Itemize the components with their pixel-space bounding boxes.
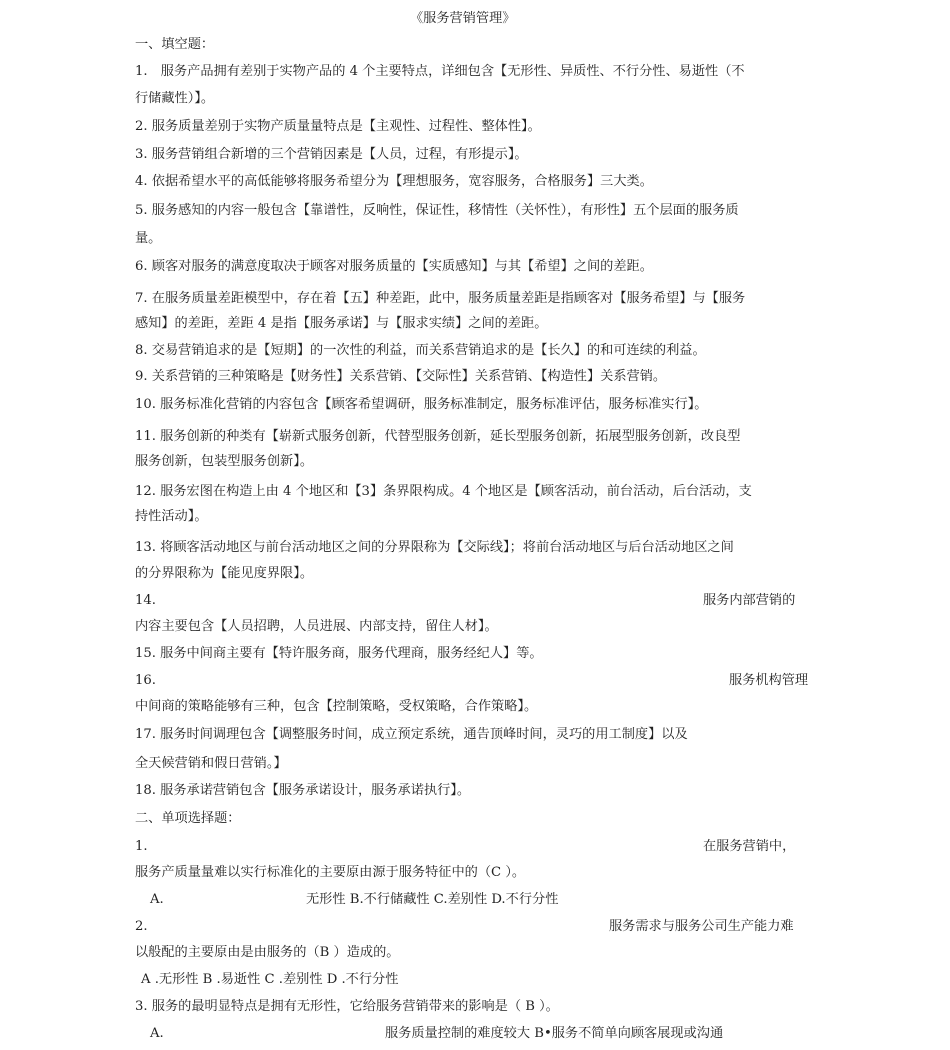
question-line: 在服务营销中， (703, 839, 796, 854)
question-line: 9. 关系营销的三种策略是【财务性】关系营销、【交际性】关系营销、【构造性】关系营销。 (135, 369, 667, 384)
question-line: 行储藏性）】。 (135, 91, 215, 106)
options-line: 服务质量控制的难度较大 B•服务不简单向顾客展现或沟通 (385, 1026, 724, 1041)
question-line: 服务机构管理 (729, 673, 809, 688)
section-heading: 二、单项选择题： (135, 811, 241, 826)
option-label: A. (150, 892, 164, 907)
question-number: 2. (135, 919, 148, 934)
question-line: 17. 服务时间调理包含【调整服务时间，成立预定系统，通告顶峰时间，灵巧的用工制度】以及 (135, 727, 688, 742)
question-line: 10. 服务标准化营销的内容包含【顾客希望调研，服务标准制定，服务标准评估，服务标准实行】。 (135, 397, 708, 412)
question-line: 5. 服务感知的内容一般包含【靠谱性，反响性，保证性，移情性（关怀性），有形性】五个层面的服务质 (135, 203, 739, 218)
question-line: 量。 (135, 231, 162, 246)
question-line: 15. 服务中间商主要有【特许服务商，服务代理商，服务经纪人】等。 (135, 646, 543, 661)
question-line: 4. 依据希望水平的高低能够将服务希望分为【理想服务，宽容服务，合格服务】三大类。 (135, 174, 653, 189)
option-label: A. (150, 1026, 164, 1041)
question-line: 服务产质量量难以实行标准化的主要原由源于服务特征中的（C ）。 (135, 865, 526, 880)
question-line: 12. 服务宏图在构造上由 4 个地区和【3】条界限构成。4 个地区是【顾客活动，前台活动，后台活动，支 (135, 484, 752, 499)
question-line: 3. 服务营销组合新增的三个营销因素是【人员，过程，有形提示】。 (135, 147, 528, 162)
options-line: 无形性 B.不行储藏性 C.差别性 D.不行分性 (306, 892, 559, 907)
question-line: 以般配的主要原由是由服务的（B ）造成的。 (135, 945, 400, 960)
question-number: 14. (135, 593, 156, 608)
question-line: 1. 服务产品拥有差别于实物产品的 4 个主要特点，详细包含【无形性、异质性、不行分性、易逝性（不 (135, 64, 745, 79)
question-line: 感知】的差距，差距 4 是指【服务承诺】与【服求实绩】之间的差距。 (135, 316, 548, 331)
question-line: 服务内部营销的 (703, 593, 796, 608)
question-line: 11. 服务创新的种类有【崭新式服务创新，代替型服务创新，延长型服务创新，拓展型服务创新，改良型 (135, 429, 741, 444)
question-line: 7. 在服务质量差距模型中，存在着【五】种差距，此中，服务质量差距是指顾客对【服务希望】与【服务 (135, 291, 746, 306)
question-line: 8. 交易营销追求的是【短期】的一次性的利益，而关系营销追求的是【长久】的和可连续的利益。 (135, 343, 706, 358)
question-line: 中间商的策略能够有三种，包含【控制策略，受权策略，合作策略】。 (135, 699, 538, 714)
document-title: 《服务营销管理》 (410, 11, 516, 26)
question-line: 的分界限称为【能见度界限】。 (135, 566, 314, 581)
question-line: 全天候营销和假日营销。】 (135, 756, 287, 771)
question-line: 内容主要包含【人员招聘，人员进展、内部支持，留住人材】。 (135, 619, 498, 634)
section-heading: 一、填空题： (135, 37, 215, 52)
question-line: 服务创新，包装型服务创新】。 (135, 454, 314, 469)
question-line: 6. 顾客对服务的满意度取决于顾客对服务质量的【实质感知】与其【希望】之间的差距。 (135, 259, 653, 274)
question-line: 服务需求与服务公司生产能力难 (609, 919, 794, 934)
question-number: 16. (135, 673, 156, 688)
options-line: A .无形性 B .易逝性 C .差别性 D .不行分性 (141, 972, 399, 987)
question-line: 18. 服务承诺营销包含【服务承诺设计，服务承诺执行】。 (135, 783, 471, 798)
question-line: 2. 服务质量差别于实物产质量量特点是【主观性、过程性、整体性】。 (135, 119, 541, 134)
question-line: 3. 服务的最明显特点是拥有无形性，它给服务营销带来的影响是（ B ）。 (135, 999, 559, 1014)
question-line: 13. 将顾客活动地区与前台活动地区之间的分界限称为【交际线】；将前台活动地区与后台活动地区之间 (135, 540, 734, 555)
question-line: 持性活动】。 (135, 509, 208, 524)
question-number: 1. (135, 839, 148, 854)
